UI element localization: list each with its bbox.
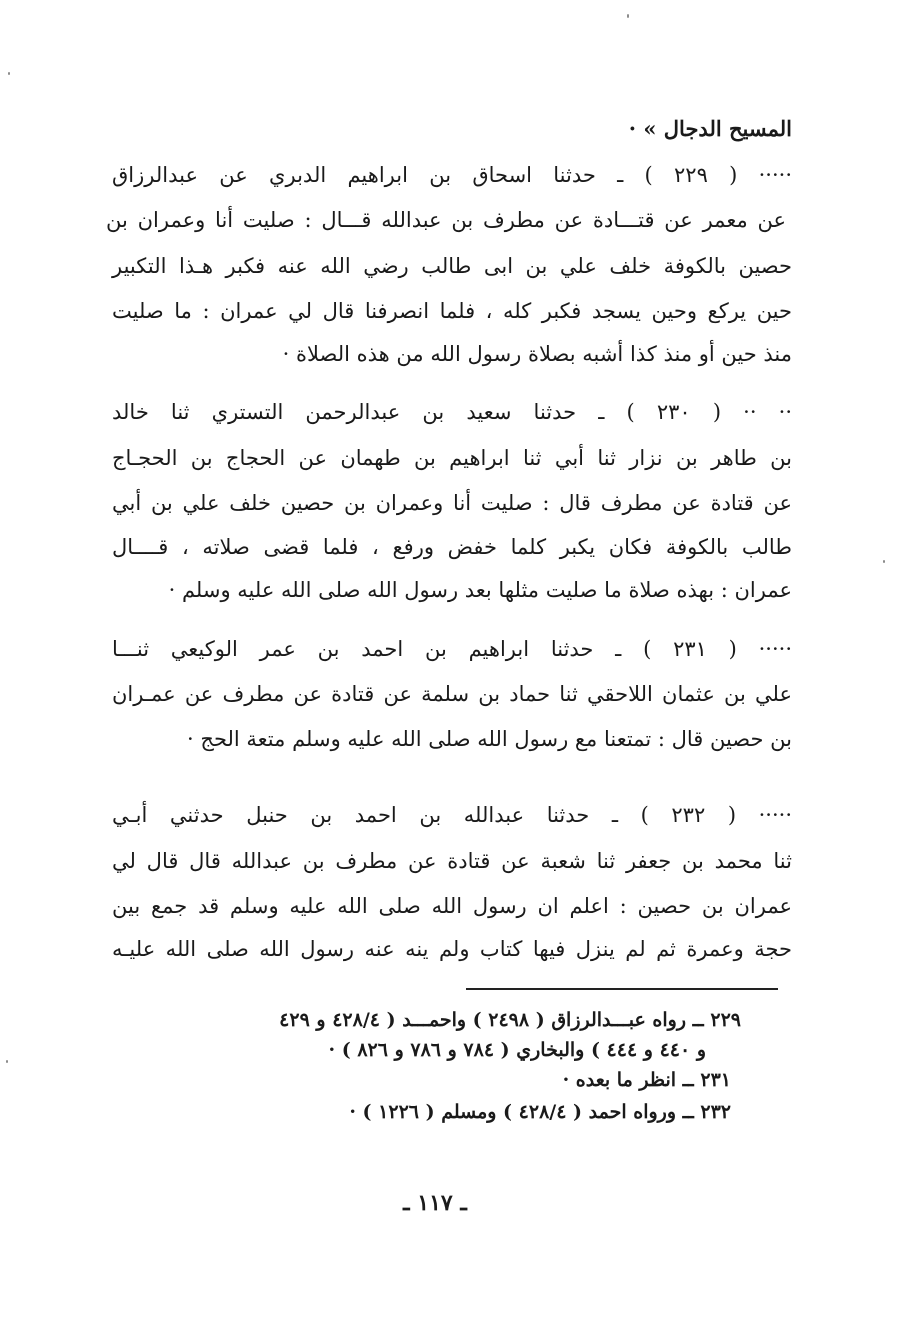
page-number: ـ ١١٧ ـ (403, 1190, 467, 1216)
hadith-229-line-3: حصين بالكوفة خلف علي بن ابى طالب رضي الله عنه فكبر هـذا التكبير (112, 254, 792, 278)
hadith-230-line-2: بن طاهر بن نزار ثنا أبي ثنا ابراهيم بن طهمان عن الحجاج بن الحجـاج (112, 446, 792, 470)
hadith-230-line-5: عمران : بهذه صلاة ما صليت مثلها بعد رسول الله صلى الله عليه وسلم · (168, 578, 792, 602)
hadith-231-line-1: ····· ( ٢٣١ ) ـ حدثنا ابراهيم بن احمد بن عمر الوكيعي ثنـــا (112, 637, 793, 661)
scan-speck (883, 560, 885, 563)
hadith-232-line-3: عمران بن حصين : اعلم ان رسول الله صلى الله عليه وسلم قد جمع بين (112, 894, 792, 918)
hadith-232-line-4: حجة وعمرة ثم لم ينزل فيها كتاب ولم ينه عنه رسول الله صلى الله عليـه (112, 937, 792, 961)
hadith-230-line-1: ·· ·· ( ٢٣٠ ) ـ حدثنا سعيد بن عبدالرحمن التستري ثنا خالد (112, 400, 792, 424)
footnote-231: ٢٣١ ــ انظر ما بعده · (562, 1069, 731, 1091)
footnote-229: ٢٢٩ ــ رواه عبـــدالرزاق ( ٢٤٩٨ ) واحمـــد ( ٤٢٨/٤ و ٤٢٩ (279, 1009, 741, 1031)
hadith-229-line-4: حين يركع وحين يسجد فكبر كله ، فلما انصرفنا قال لي عمران : ما صليت (112, 299, 792, 323)
footnote-divider (466, 988, 778, 990)
scan-speck (627, 14, 629, 18)
running-header: المسيح الدجال » · (628, 116, 792, 141)
hadith-231-line-2: علي بن عثمان اللاحقي ثنا حماد بن سلمة عن قتادة عن مطرف عن عمـران (112, 682, 792, 706)
footnote-232: ٢٣٢ ــ ورواه احمد ( ٤٢٨/٤ ) ومسلم ( ١٢٢٦ ) · (349, 1101, 731, 1123)
hadith-230-line-3: عن قتادة عن مطرف قال : صليت أنا وعمران بن حصين خلف علي بن أبي (112, 491, 792, 515)
hadith-232-line-1: ····· ( ٢٣٢ ) ـ حدثنا عبدالله بن احمد بن حنبل حدثني أبـي (112, 803, 793, 827)
scan-speck (8, 72, 10, 75)
footnote-229-continued: و ٤٤٠ و ٤٤٤ ) والبخاري ( ٧٨٤ و ٧٨٦ و ٨٢٦ ) · (328, 1039, 706, 1061)
hadith-229-line-1: ····· ( ٢٢٩ ) ـ حدثنا اسحاق بن ابراهيم الدبري عن عبدالرزاق (112, 163, 792, 187)
hadith-231-line-3: بن حصين قال : تمتعنا مع رسول الله صلى الله عليه وسلم متعة الحج · (187, 727, 792, 751)
hadith-232-line-2: ثنا محمد بن جعفر ثنا شعبة عن قتادة عن مطرف بن عبدالله قال قال لي (112, 849, 792, 873)
hadith-229-line-2: عن معمر عن قتـــادة عن مطرف بن عبدالله قـــال : صليت أنا وعمران بن (106, 208, 786, 232)
hadith-229-line-5: منذ حين أو منذ كذا أشبه بصلاة رسول الله من هذه الصلاة · (282, 342, 792, 366)
scan-speck (6, 1060, 8, 1063)
hadith-230-line-4: طالب بالكوفة فكان يكبر كلما خفض ورفع ، فلما قضى صلاته ، قــــال (112, 535, 792, 559)
